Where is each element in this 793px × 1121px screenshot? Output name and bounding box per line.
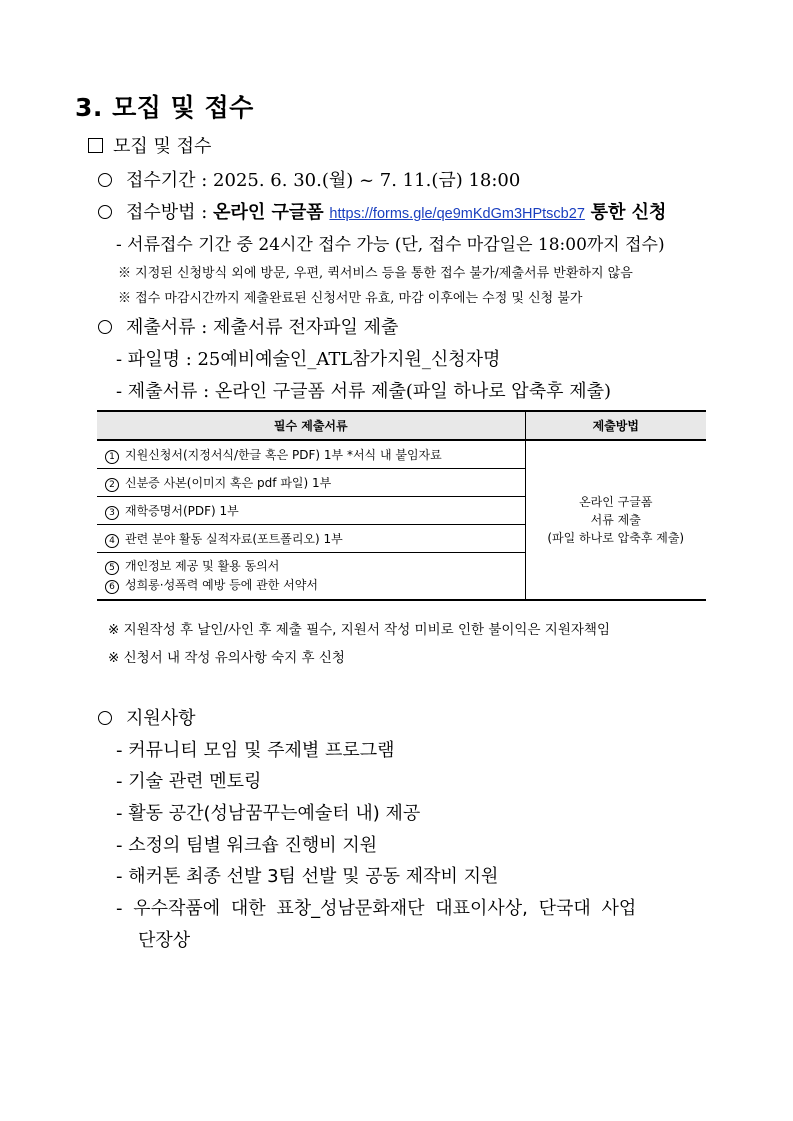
circled-number: 6	[105, 580, 119, 594]
support-item: - 해커톤 최종 선발 3팀 선발 및 공동 제작비 지원	[116, 866, 499, 887]
circle-bullet-icon	[98, 173, 112, 187]
required-documents-table	[97, 410, 706, 601]
support-item-continued: 단장상	[138, 930, 191, 951]
doc-cell	[97, 440, 525, 469]
method-line-3: (파일 하나로 압축후 제출)	[547, 531, 685, 545]
method-label: 접수방법 :	[126, 202, 214, 223]
circled-number: 2	[105, 478, 119, 492]
circle-bullet-icon	[98, 320, 112, 334]
doc-text: 지원신청서(지정서식/한글 혹은 PDF) 1부 *서식 내 붙임자료	[125, 447, 442, 462]
documents-text: 제출서류 : 제출서류 전자파일 제출	[126, 317, 399, 338]
circled-number: 1	[105, 450, 119, 464]
circle-bullet-icon	[98, 711, 112, 725]
checkbox-square-icon	[88, 138, 103, 153]
circled-number: 5	[105, 561, 119, 575]
support-item: - 기술 관련 멘토링	[116, 771, 262, 792]
period-line	[98, 166, 520, 192]
header-docs: 필수 제출서류	[97, 411, 525, 440]
method-note-1: ※ 지정된 신청방식 외에 방문, 우편, 퀵서비스 등을 통한 접수 불가/제출서류 반환하지 않음	[118, 266, 633, 281]
doc-cell	[97, 525, 525, 553]
support-item: - 커뮤니티 모임 및 주제별 프로그램	[116, 740, 395, 761]
doc-text: 성희롱·성폭력 예방 등에 관한 서약서	[125, 578, 318, 592]
documents-line	[98, 313, 398, 339]
google-form-link[interactable]: https://forms.gle/qe9mKdGm3HPtscb27	[329, 206, 585, 222]
method-bold-label: 온라인 구글폼	[213, 202, 324, 223]
box-heading	[88, 132, 211, 158]
doc-text: 관련 분야 활동 실적자료(포트폴리오) 1부	[125, 531, 343, 546]
post-note-2: ※ 신청서 내 작성 유의사항 숙지 후 신청	[108, 650, 345, 666]
period-text: 접수기간 : 2025. 6. 30.(월) ~ 7. 11.(금) 18:00	[126, 170, 521, 191]
method-line-1: 온라인 구글폼	[579, 495, 653, 509]
box-heading-text: 모집 및 접수	[113, 136, 212, 157]
doc-text: 개인정보 제공 및 활용 동의서	[125, 559, 280, 573]
support-item: - 활동 공간(성남꿈꾸는예술터 내) 제공	[116, 803, 421, 824]
table-row	[97, 440, 706, 469]
method-note-2: ※ 접수 마감시간까지 제출완료된 신청서만 유효, 마감 이후에는 수정 및 신청 불가	[118, 291, 583, 306]
method-cell	[525, 440, 706, 600]
method-line	[98, 198, 666, 224]
support-title: 지원사항	[126, 708, 196, 729]
circled-number: 3	[105, 506, 119, 520]
doc-text: 재학증명서(PDF) 1부	[125, 503, 239, 518]
doc-cell	[97, 497, 525, 525]
submit-line: - 제출서류 : 온라인 구글폼 서류 제출(파일 하나로 압축후 제출)	[116, 381, 611, 402]
method-line-2: 서류 제출	[590, 513, 641, 527]
doc-cell	[97, 469, 525, 497]
circled-number: 4	[105, 534, 119, 548]
section-title: 3. 모집 및 접수	[75, 93, 254, 122]
filename-line: - 파일명 : 25예비예술인_ATL참가지원_신청자명	[116, 349, 501, 370]
doc-text: 신분증 사본(이미지 혹은 pdf 파일) 1부	[125, 475, 332, 490]
support-item: - 우수작품에 대한 표창_성남문화재단 대표이사상, 단국대 사업	[116, 898, 637, 919]
circle-bullet-icon	[98, 205, 112, 219]
method-suffix: 통한 신청	[590, 202, 667, 223]
doc-cell	[97, 553, 525, 601]
header-method: 제출방법	[525, 411, 706, 440]
support-heading	[98, 704, 196, 730]
support-item: - 소정의 팀별 워크숍 진행비 지원	[116, 835, 378, 856]
method-sub: - 서류접수 기간 중 24시간 접수 가능 (단, 접수 마감일은 18:00까지 접수)	[116, 235, 665, 255]
post-note-1: ※ 지원작성 후 날인/사인 후 제출 필수, 지원서 작성 미비로 인한 불이익은 지원자책임	[108, 622, 610, 638]
table-header-row	[97, 411, 706, 440]
